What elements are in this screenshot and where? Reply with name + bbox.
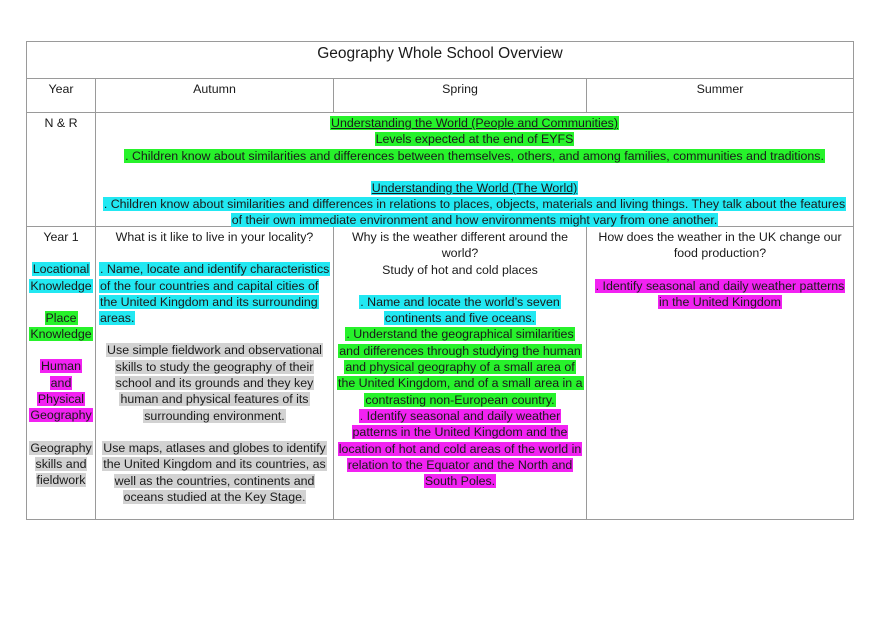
spring-human-physical-objective: . Identify seasonal and daily weather patterns in the United Kingdom and the location of hot and cold areas of the world in relation to the Equator and the North and South Poles. — [338, 408, 582, 489]
autumn-locational-objective: . Name, locate and identify characteristics of the four countries and capital cities of the United Kingdom and its surrounding areas. — [100, 262, 330, 326]
header-year: Year — [48, 82, 74, 96]
header-spring: Spring — [442, 82, 478, 96]
page-title: Geography Whole School Overview — [317, 45, 563, 62]
spring-question: Why is the weather different around the world? — [351, 230, 569, 261]
nr-levels: Levels expected at the end of EYFS — [375, 132, 574, 147]
year1-summer — [587, 229, 853, 310]
overview-table — [26, 41, 854, 520]
year1-key-column — [27, 229, 95, 489]
key-place-knowledge: Place Knowledge — [30, 310, 92, 342]
nr-world-heading: Understanding the World (The World) — [371, 180, 578, 195]
header-summer: Summer — [696, 82, 744, 96]
nr-world-text: . Children know about similarities and differences in relations to places, objects, materials and living things. They talk about the features of their own immediate environment and how environments might vary from one another. — [103, 197, 846, 228]
nr-people-text: . Children know about similarities and differences between themselves, others, and among families, communities and traditions. — [125, 148, 824, 163]
row-divider — [27, 112, 853, 113]
autumn-question: What is it like to live in your locality? — [115, 230, 314, 244]
header-autumn: Autumn — [193, 82, 236, 96]
autumn-maps-objective: Use maps, atlases and globes to identify the United Kingdom and its countries, as well as the countries, continents and oceans studied at the Key Stage. — [103, 440, 326, 504]
spring-place-objective: . Understand the geographical similarities and differences through studying the human and physical geography of a small area of the United Kingdom, and of a small area in a contrasting non-European country. — [338, 327, 583, 407]
autumn-fieldwork-objective: Use simple fieldwork and observational skills to study the geography of their school and its grounds and they key human and physical features of its surrounding environment. — [107, 343, 322, 423]
summer-human-physical-objective: . Identify seasonal and daily weather patterns in the United Kingdom — [595, 278, 845, 309]
key-locational-knowledge: Locational Knowledge — [30, 262, 92, 293]
year1-spring — [334, 229, 586, 489]
nr-content — [96, 115, 853, 229]
key-human-physical-geography: Human and Physical Geography — [30, 359, 92, 423]
nr-year-label: N & R — [44, 116, 78, 130]
year1-autumn — [96, 229, 333, 505]
year1-label: Year 1 — [43, 230, 79, 244]
spring-locational-objective: . Name and locate the world’s seven continents and five oceans. — [360, 294, 560, 326]
summer-question: How does the weather in the UK change our food production? — [598, 230, 842, 261]
key-geography-skills-fieldwork: Geography skills and fieldwork — [30, 440, 92, 488]
spring-study: Study of hot and cold places — [382, 262, 538, 277]
nr-people-heading: Understanding the World (People and Communities) — [331, 116, 618, 130]
row-divider — [27, 78, 853, 79]
